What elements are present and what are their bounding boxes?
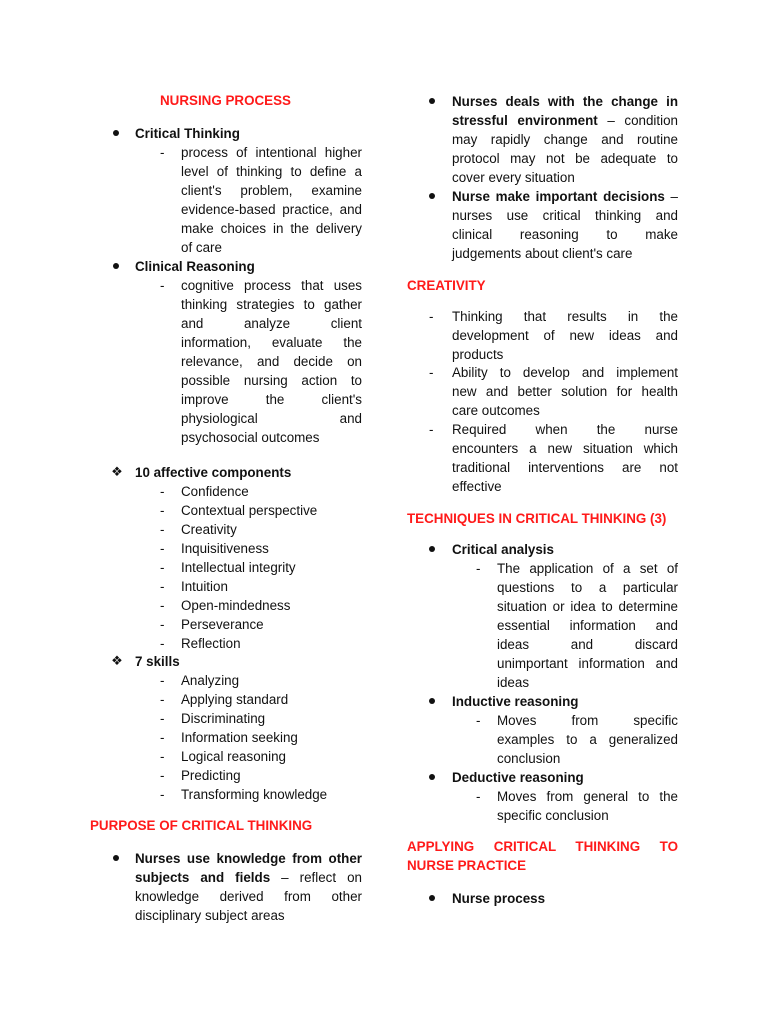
list-item: - Contextual perspective [160, 503, 318, 518]
list-item: - Information seeking [160, 730, 298, 745]
list-item: - Inquisitiveness [160, 541, 269, 556]
creativity-item: Thinking that results in the development of new ideas and products [452, 309, 678, 362]
inductive-reasoning-label: Inductive reasoning [452, 694, 579, 709]
applying-title: APPLYING CRITICAL THINKING TO NURSE PRACTICE [407, 839, 678, 873]
inductive-reasoning-definition: Moves from specific examples to a generalized conclusion [497, 713, 678, 766]
deductive-reasoning-definition: Moves from general to the specific conclusion [497, 789, 678, 823]
dash: - [429, 422, 434, 437]
bullet-dot [113, 263, 119, 269]
list-item: - Open-mindedness [160, 598, 291, 613]
list-item: - Analyzing [160, 673, 240, 688]
bullet-dot [429, 774, 435, 780]
clinical-reasoning-label: Clinical Reasoning [135, 259, 255, 274]
dash: - [160, 278, 165, 293]
dash: - [429, 309, 434, 324]
list-item: - Predicting [160, 768, 241, 783]
nurse-process-label: Nurse process [452, 891, 546, 906]
list-item: - Intuition [160, 579, 228, 594]
change-bullet: Nurses deals with the change in stressful environment – condition may rapidly change and routine protocol may not be adequate to cover every situation [452, 94, 678, 185]
creativity-title: CREATIVITY [407, 278, 486, 293]
dash: - [476, 561, 481, 576]
dash: - [476, 789, 481, 804]
list-item: - Reflection [160, 636, 241, 651]
critical-analysis-definition: The application of a set of questions to a particular situation or idea to determine essential information and ideas and discard unimportant information and ideas [497, 561, 678, 690]
techniques-title: TECHNIQUES IN CRITICAL THINKING (3) [407, 511, 667, 526]
deductive-reasoning-label: Deductive reasoning [452, 770, 584, 785]
list-item: - Creativity [160, 522, 237, 537]
list-item: - Discriminating [160, 711, 266, 726]
list-item: - Applying standard [160, 692, 289, 707]
nursing-process-title: NURSING PROCESS [160, 93, 291, 108]
bullet-dot [429, 698, 435, 704]
creativity-item: Ability to develop and implement new and better solution for health care outcomes [452, 365, 678, 418]
bullet-dot [113, 130, 119, 136]
affective-components-list [160, 482, 360, 653]
bullet-dot [429, 98, 435, 104]
dash: - [160, 145, 165, 160]
dash: - [429, 365, 434, 380]
purpose-title: PURPOSE OF CRITICAL THINKING [90, 818, 313, 833]
creativity-item: Required when the nurse encounters a new situation which traditional interventions are not effective [452, 422, 678, 494]
skills-label: 7 skills [135, 654, 180, 669]
skills-list [160, 671, 360, 804]
bullet-dot [429, 895, 435, 901]
dash: - [476, 713, 481, 728]
critical-analysis-label: Critical analysis [452, 542, 554, 557]
list-item: - Confidence [160, 484, 249, 499]
list-item: - Transforming knowledge [160, 787, 328, 802]
decisions-bullet: Nurse make important decisions – nurses use critical thinking and clinical reasoning to make judgements about client's care [452, 189, 678, 261]
bullet-dot [429, 193, 435, 199]
affective-components-label: 10 affective components [135, 465, 292, 480]
bullet-dot [113, 855, 119, 861]
critical-thinking-definition: process of intentional higher level of thinking to define a client's problem, examine evidence-based practice, and make choices in the delivery of care [181, 145, 362, 255]
critical-thinking-label: Critical Thinking [135, 126, 240, 141]
diamond-bullet-icon: ❖ [111, 653, 123, 668]
list-item: - Logical reasoning [160, 749, 286, 764]
list-item: - Perseverance [160, 617, 264, 632]
purpose-bullet: Nurses use knowledge from other subjects and fields – reflect on knowledge derived from other disciplinary subject areas [135, 851, 362, 923]
bullet-dot [429, 546, 435, 552]
list-item: - Intellectual integrity [160, 560, 296, 575]
clinical-reasoning-definition: cognitive process that uses thinking strategies to gather and analyze client information, evaluate the relevance, and decide on possible nursing action to improve the client's physiological and psychosocial outcomes [181, 278, 362, 445]
diamond-bullet-icon: ❖ [111, 464, 123, 479]
